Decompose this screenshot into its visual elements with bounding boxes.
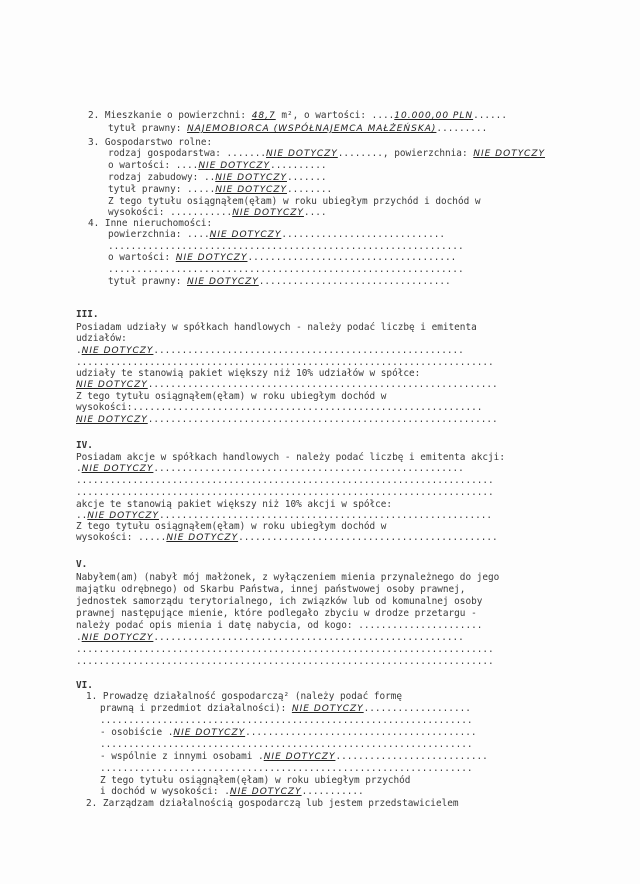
- stocks-intro-line: Posiadam akcje w spółkach handlowych - należy podać liczbę i emitenta akcji:: [76, 452, 505, 463]
- shares-package-handwritten: NIE DOTYCZY: [76, 380, 148, 390]
- other-property-value-line: o wartości: NIE DOTYCZY.....................................: [108, 252, 457, 263]
- other-property-title-handwritten: NIE DOTYCZY: [187, 277, 259, 287]
- acquired-line-3: jednostek samorządu terytorialnego, ich związków lub od komunalnej osoby: [76, 596, 483, 607]
- farm-income-handwritten: NIE DOTYCZY: [232, 208, 304, 218]
- apartment-area-handwritten: 48,7: [251, 111, 276, 121]
- business-income-line: Z tego tytułu osiągnąłem(ęłam) w roku ubiegłym przychód: [100, 775, 411, 786]
- business-line-2: prawną i przedmiot działalności): NIE DOTYCZY...................: [100, 703, 471, 714]
- business-personal-handwritten: NIE DOTYCZY: [173, 728, 246, 738]
- business-joint-handwritten: NIE DOTYCZY: [263, 752, 336, 762]
- apartment-line: 2. Mieszkanie o powierzchni: 48,7 m², o wartości: ....10.000,00 PLN......: [88, 110, 507, 121]
- stocks-package-line: akcje te stanowią pakiet większy niż 10% akcji w spółce:: [76, 499, 393, 510]
- farm-heading: 3. Gospodarstwo rolne:: [88, 137, 213, 148]
- farm-income-line: Z tego tytułu osiągnąłem(ęłam) w roku ubiegłym przychód i dochód w: [108, 196, 481, 207]
- farm-buildings-handwritten: NIE DOTYCZY: [215, 173, 287, 183]
- section-vi-heading: VI.: [76, 680, 93, 691]
- apartment-value-handwritten: 10.000,00 PLN: [394, 111, 474, 121]
- section-iii-heading: III.: [76, 309, 99, 320]
- shares-answer-line: .NIE DOTYCZY.......................................................: [76, 345, 464, 356]
- stocks-income-answer: wysokości: .....NIE DOTYCZY..............................................: [76, 532, 498, 543]
- acquired-handwritten: NIE DOTYCZY: [81, 633, 154, 643]
- other-property-heading: 4. Inne nieruchomości:: [88, 218, 213, 229]
- farm-value-line: o wartości: ....NIE DOTYCZY..........: [108, 160, 327, 171]
- shares-intro-line: Posiadam udziały w spółkach handlowych - należy podać liczbę i emitenta: [76, 322, 477, 333]
- stocks-dots-1: ..........................................................................: [76, 475, 494, 486]
- business-dots-3: ..................................................................: [100, 763, 473, 774]
- business-dots-1: ..................................................................: [100, 715, 473, 726]
- other-property-value-handwritten: NIE DOTYCZY: [175, 253, 248, 263]
- section-iv-heading: IV.: [76, 440, 93, 451]
- farm-income-amount-line: wysokości: ...........NIE DOTYCZY....: [108, 207, 327, 218]
- stocks-package-answer: ..NIE DOTYCZY...........................................................: [76, 510, 493, 521]
- shares-income-handwritten: NIE DOTYCZY: [76, 415, 148, 425]
- shares-intro-line-2: udziałów:: [76, 333, 127, 344]
- stocks-package-handwritten: NIE DOTYCZY: [87, 511, 160, 521]
- acquired-line-1: Nabyłem(am) (nabył mój małżonek, z wyłączeniem mienia przynależnego do jego: [76, 572, 500, 583]
- stocks-answer-line: .NIE DOTYCZY.......................................................: [76, 463, 464, 474]
- shares-package-line: udziały te stanowią pakiet większy niż 10% udziałów w spółce:: [76, 368, 421, 379]
- stocks-handwritten: NIE DOTYCZY: [81, 464, 154, 474]
- farm-area-handwritten: NIE DOTYCZY: [473, 149, 545, 159]
- farm-type-line: rodzaj gospodarstwa: .......NIE DOTYCZY........, powierzchnia: NIE DOTYCZY: [108, 148, 545, 159]
- shares-dots: ..........................................................................: [76, 357, 494, 368]
- other-property-dots-1: ...............................................................: [108, 241, 464, 252]
- farm-type-handwritten: NIE DOTYCZY: [266, 149, 338, 159]
- acquired-dots-1: ..........................................................................: [76, 644, 494, 655]
- management-line: 2. Zarządzam działalnością gospodarczą lub jestem przedstawicielem: [86, 798, 459, 809]
- shares-handwritten: NIE DOTYCZY: [81, 346, 154, 356]
- apartment-title-line: tytuł prawny: NAJEMOBIORCA (WSPÓŁNAJEMCA MAŁŻEŃSKA).........: [108, 123, 488, 134]
- acquired-line-5: należy podać opis mienia i datę nabycia, od kogo: ......................: [76, 620, 483, 631]
- acquired-line-4: prawnej następujące mienie, które podlegało zbyciu w drodze przetargu -: [76, 608, 477, 619]
- business-income-handwritten: NIE DOTYCZY: [229, 787, 302, 797]
- business-personal-line: - osobiście .NIE DOTYCZY.........................................: [100, 727, 477, 738]
- business-line-1: 1. Prowadzę działalność gospodarczą² (należy podać formę: [86, 691, 403, 702]
- shares-income-line: Z tego tytułu osiągnąłem(ęłam) w roku ubiegłym dochód w: [76, 391, 387, 402]
- other-property-title-line: tytuł prawny: NIE DOTYCZY..................................: [108, 276, 451, 287]
- business-joint-line: - wspólnie z innymi osobami .NIE DOTYCZY...........................: [100, 751, 488, 762]
- business-handwritten: NIE DOTYCZY: [291, 704, 364, 714]
- acquired-answer: .NIE DOTYCZY.......................................................: [76, 632, 464, 643]
- business-dots-2: ..................................................................: [100, 739, 473, 750]
- apartment-title-handwritten: NAJEMOBIORCA (WSPÓŁNAJEMCA MAŁŻEŃSKA): [187, 124, 437, 134]
- acquired-dots-2: ..........................................................................: [76, 656, 494, 667]
- shares-package-answer: NIE DOTYCZY..............................................................: [76, 379, 498, 390]
- farm-buildings-line: rodzaj zabudowy: ..NIE DOTYCZY.......: [108, 172, 327, 183]
- business-income-answer: i dochód w wysokości: .NIE DOTYCZY...........: [100, 786, 364, 797]
- stocks-dots-2: ..........................................................................: [76, 487, 494, 498]
- acquired-line-2: majątku odrębnego) od Skarbu Państwa, innej państwowej osoby prawnej,: [76, 584, 466, 595]
- stocks-income-handwritten: NIE DOTYCZY: [166, 533, 239, 543]
- other-property-area-handwritten: NIE DOTYCZY: [209, 230, 282, 240]
- other-property-area-line: powierzchnia: ....NIE DOTYCZY.............................: [108, 229, 446, 240]
- shares-income-answer: NIE DOTYCZY..............................................................: [76, 414, 498, 425]
- other-property-dots-2: ...............................................................: [108, 264, 464, 275]
- farm-title-line: tytuł prawny: .....NIE DOTYCZY........: [108, 184, 333, 195]
- farm-value-handwritten: NIE DOTYCZY: [198, 161, 271, 171]
- farm-title-handwritten: NIE DOTYCZY: [215, 185, 287, 195]
- section-v-heading: V.: [76, 559, 88, 570]
- stocks-income-line: Z tego tytułu osiągnąłem(ęłam) w roku ubiegłym dochód w: [76, 521, 387, 532]
- shares-income-line-2: wysokości:..............................................................: [76, 402, 483, 413]
